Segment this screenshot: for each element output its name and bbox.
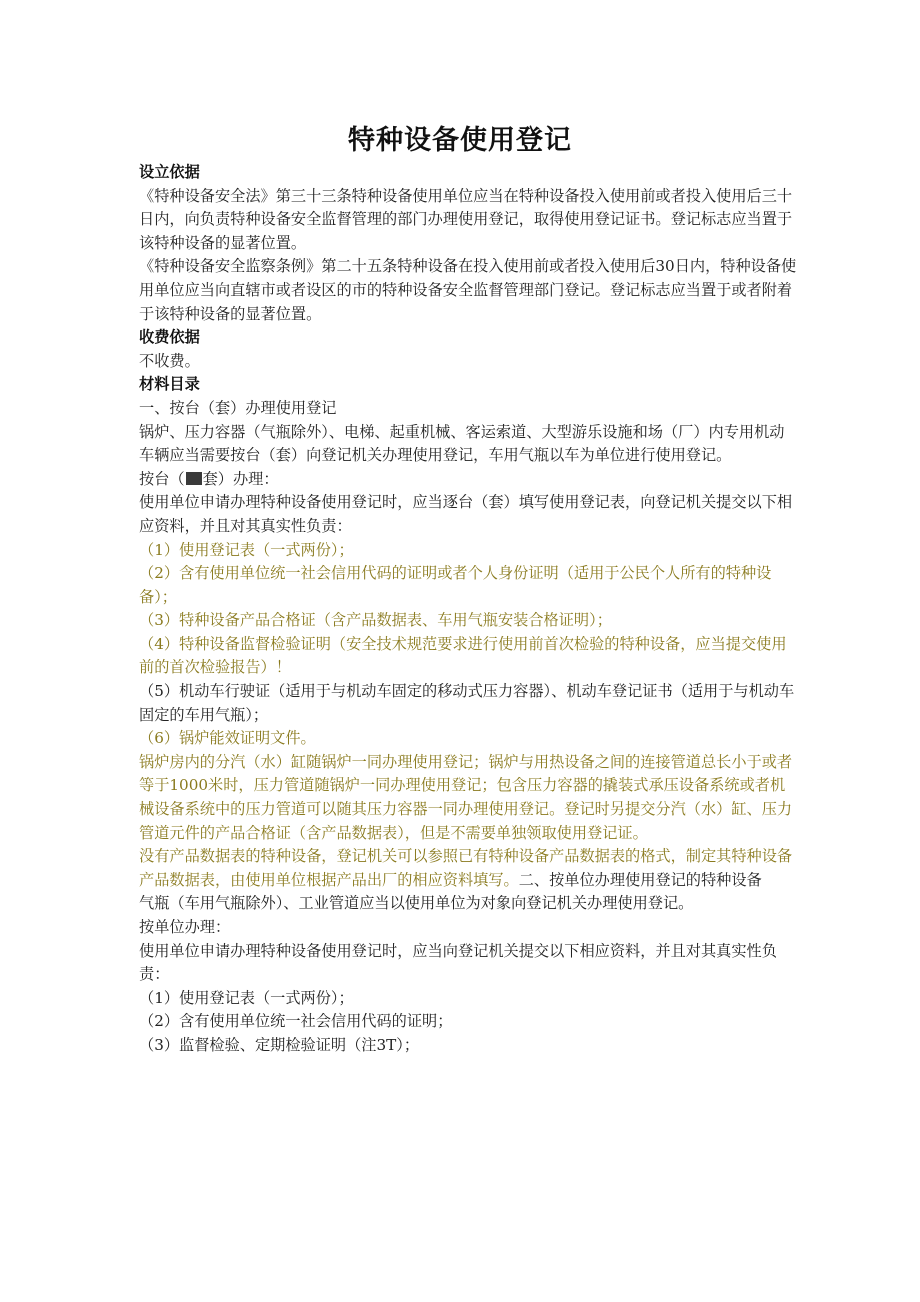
text-before-redaction: 按台（	[139, 469, 185, 488]
list-item-3: （3）特种设备产品合格证（含产品数据表、车用气瓶安装合格证明）；	[139, 611, 612, 630]
subheading-per-unit-registration: 一、按台（套）办理使用登记	[139, 398, 337, 417]
document-title: 特种设备使用登记	[348, 125, 572, 156]
org-list-item-1: （1）使用登记表（一式两份）；	[139, 988, 354, 1007]
paragraph-by-organization-handling: 按单位办理：	[139, 918, 231, 936]
subheading-by-organization: 二、按单位办理使用登记的特种设备	[518, 870, 762, 889]
list-item-2: （2）含有使用单位统一社会信用代码的证明或者个人身份证明（适用于公民个人所有的特种设备）；	[139, 564, 772, 606]
text-after-redaction: 套）办理：	[202, 469, 279, 488]
paragraph-no-fee: 不收费。	[139, 351, 200, 370]
paragraph-equipment-types: 锅炉、压力容器（气瓶除外）、电梯、起重机械、客运索道、大型游乐设施和场（厂）内专用机动车辆应当需要按台（套）向登记机关办理使用登记，车用气瓶以车为单位进行使用登记。	[139, 422, 785, 465]
paragraph-org-application-intro: 使用单位申请办理特种设备使用登记时，应当向登记机关提交以下相应资料，并且对其真实性负责：	[139, 941, 777, 984]
text-no-data-sheet: 没有产品数据表的特种设备，登记机关可以参照已有特种设备产品数据表的格式，制定其特种设备产品数据表，由使用单位根据产品出厂的相应资料填写。	[139, 847, 793, 889]
section-heading-fees: 收费依据	[139, 328, 200, 347]
list-item-6: （6）锅炉能效证明文件。	[139, 729, 316, 748]
paragraph-application-intro: 使用单位申请办理特种设备使用登记时，应当逐台（套）填写使用登记表，向登记机关提交以下相应资料，并且对其真实性负责：	[139, 493, 793, 535]
section-heading-materials: 材料目录	[139, 375, 200, 394]
paragraph-per-unit-handling	[139, 468, 799, 492]
document-body	[139, 161, 799, 1058]
redaction-mark	[186, 472, 202, 485]
paragraph-no-data-sheet	[139, 845, 799, 892]
list-item-5: （5）机动车行驶证（适用于与机动车固定的移动式压力容器）、机动车登记证书（适用于与机动车固定的车用气瓶）；	[139, 682, 795, 724]
org-list-item-3: （3）监督检验、定期检验证明（注3T）；	[139, 1035, 420, 1054]
section-heading-basis: 设立依据	[139, 163, 200, 181]
paragraph-boiler-room: 锅炉房内的分汽（水）缸随锅炉一同办理使用登记；锅炉与用热设备之间的连接管道总长小于或者等于1000米时，压力管道随锅炉一同办理使用登记；包含压力容器的撬装式承压设备系统或者机械设备系统中的压力管道可以随其压力容器一同办理使用登记。登记时另提交分汽（水）缸、压力管道元件的产品合格证（含产品数据表），但是不需要单独领取使用登记证。	[139, 752, 793, 842]
paragraph-regulation-article-25: 《特种设备安全监察条例》第二十五条特种设备在投入使用前或者投入使用后30日内，特种设备使用单位应当向直辖市或者设区的市的特种设备安全监督管理部门登记。登记标志应当置于或者附着于该特种设备的显著位置。	[139, 257, 797, 323]
paragraph-cylinders-pipelines: 气瓶（车用气瓶除外）、工业管道应当以使用单位为对象向登记机关办理使用登记。	[139, 894, 694, 913]
org-list-item-2: （2）含有使用单位统一社会信用代码的证明；	[139, 1012, 453, 1031]
paragraph-law-article-33: 《特种设备安全法》第三十三条特种设备使用单位应当在特种设备投入使用前或者投入使用后三十日内，向负责特种设备安全监督管理的部门办理使用登记，取得使用登记证书。登记标志应当置于该特种设备的显著位置。	[139, 186, 793, 252]
list-item-1: （1）使用登记表（一式两份）；	[139, 540, 354, 559]
list-item-4: （4）特种设备监督检验证明（安全技术规范要求进行使用前首次检验的特种设备，应当提交使用前的首次检验报告）！	[139, 634, 787, 677]
